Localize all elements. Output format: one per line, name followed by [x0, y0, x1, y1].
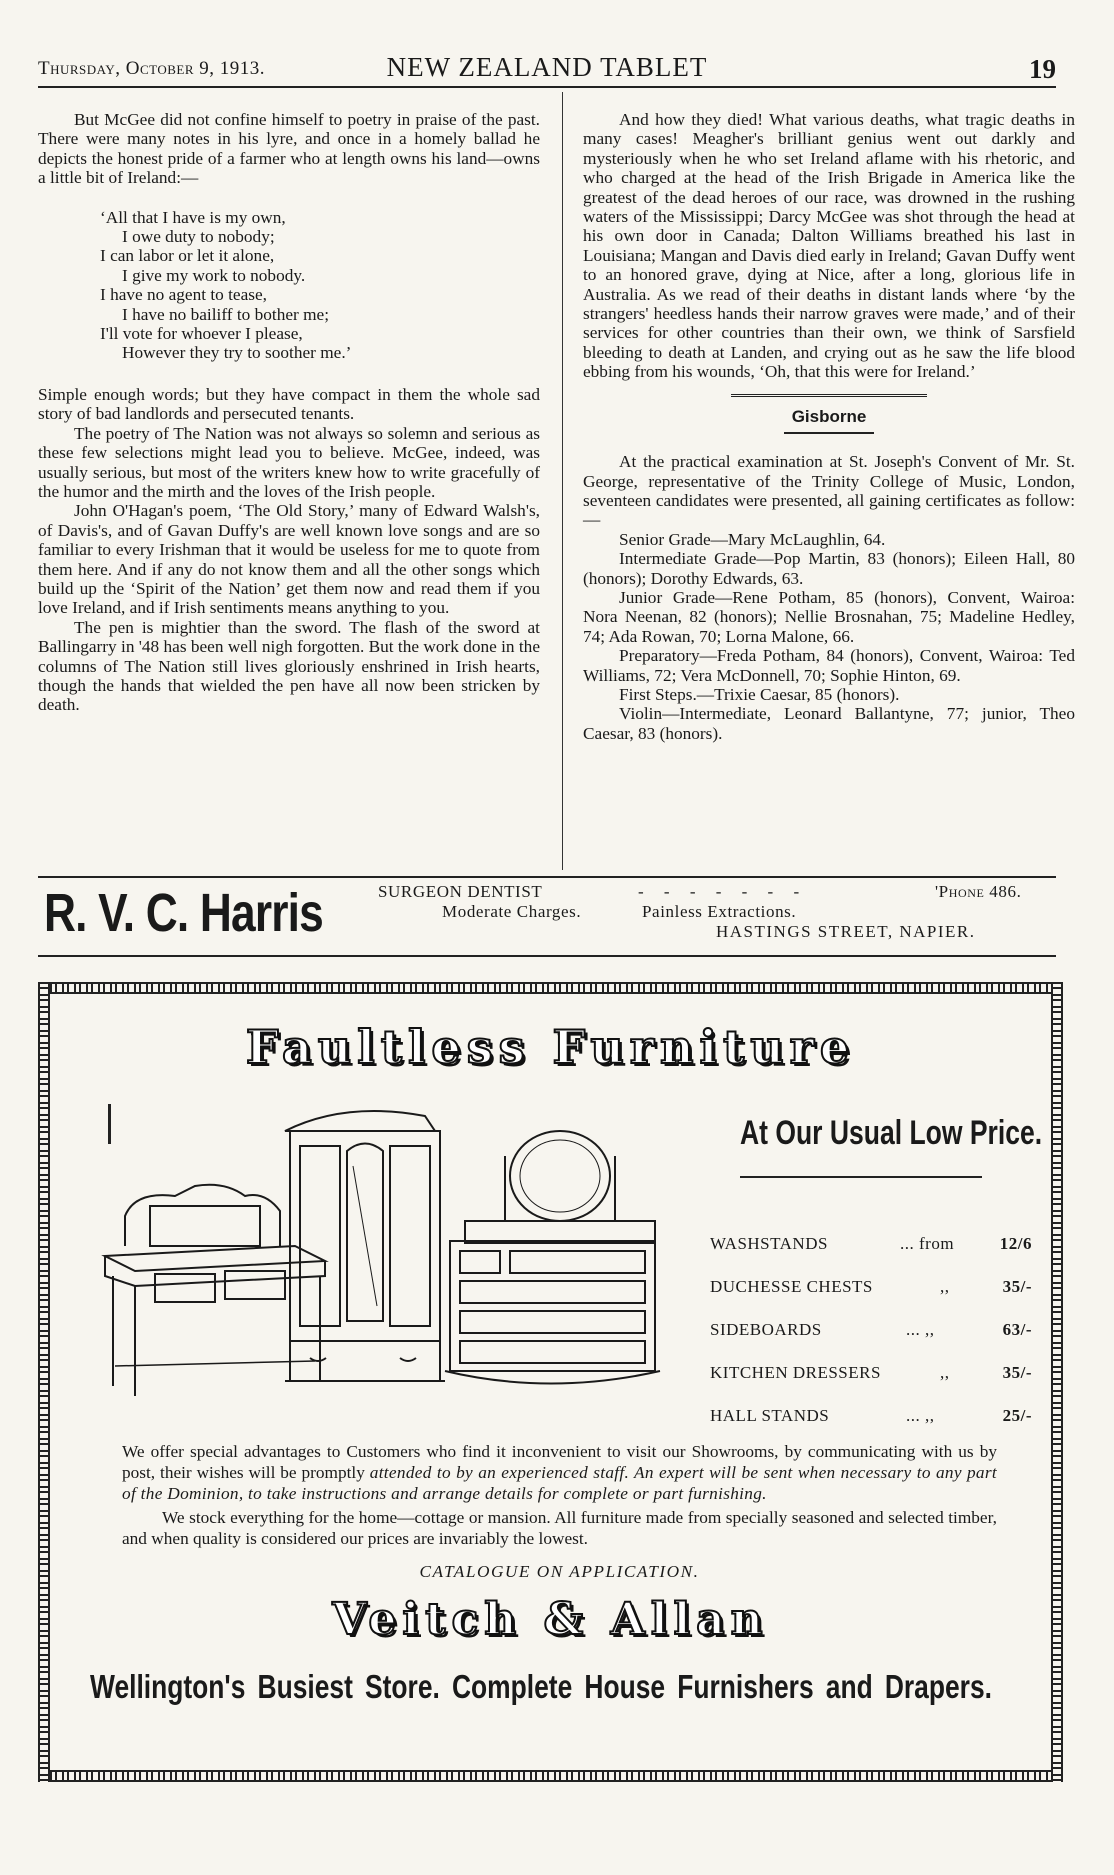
brand-name: Veitch & Allan	[332, 1594, 769, 1645]
paragraph: And how they died! What various deaths, what tragic deaths in many cases! Meagher's brilliant genius went out darkly and mysteriously when he who set Ireland aflame with his rhetoric, and who charged at the head of the Irish Brigade in America like the greatest of the dead heroes of our race, was drowned in the rushing waters of the Mississippi; Darcy McGee was shot through the head at his own door in Canada; Dalton Williams breathed his last in Louisiana; Mangan and Davis died early in Ireland; Gavan Duffy went to an honored grave, dying at Nice, after a long, glorious life in Australia. As we read of their deaths in distant lands where ‘by the strangers' heedless hands their narrow graves were made,’ and of their services for other countries than their own, we think of Sarsfield bleeding to death at Landen, and crying out as he saw the life blood ebbing from his wounds, ‘Oh, that this were for Ireland.’	[583, 110, 1075, 382]
poem-line: I give my work to nobody.	[122, 265, 306, 285]
item-price: 25/-	[1002, 1406, 1032, 1425]
result-line: First Steps.—Trixie Caesar, 85 (honors).	[619, 684, 900, 704]
ad-paragraph	[122, 1441, 997, 1504]
ornamental-border	[38, 982, 50, 1782]
result-line: Violin—Intermediate, Leonard Ballantyne, 77; junior, Theo Caesar, 83 (honors).	[583, 704, 1075, 743]
dentist-phone: 'Phone 486.	[935, 882, 1022, 901]
ad-rule	[38, 876, 1056, 878]
poem-line: ‘All that I have is my own,	[100, 207, 286, 227]
exam-intro: At the practical examination at St. Joseph's Convent of Mr. St. George, representative of the Trinity College of Music, London, seventeen candidates were presented, all gaining certificates as follow:—	[583, 452, 1075, 530]
item-price: 35/-	[1002, 1363, 1032, 1382]
page-header	[38, 52, 1056, 88]
paragraph: Simple enough words; but they have compact in them the whole sad story of bad landlords and persecuted tenants.	[38, 384, 540, 424]
ad-text-italic: attended to by an experienced staff. An expert will be sent when necessary to any part of the Dominion, to take instructions and arrange details for complete or part furnishing.	[122, 1463, 997, 1503]
item-connector: ... ,,	[906, 1406, 935, 1425]
ad-subheadline: At Our Usual Low Price.	[740, 1114, 1043, 1152]
item-price: 35/-	[1002, 1277, 1032, 1296]
ad-rule	[38, 955, 1056, 957]
item-name: WASHSTANDS	[710, 1234, 828, 1253]
section-rule	[731, 394, 927, 397]
section-title: Gisborne	[791, 406, 867, 426]
catalogue-note: CATALOGUE ON APPLICATION.	[419, 1562, 700, 1581]
furniture-ad	[38, 982, 1063, 1782]
poem-line: I have no agent to tease,	[100, 285, 267, 305]
wardrobe-illustration	[285, 1111, 445, 1381]
item-connector: ,,	[940, 1363, 950, 1382]
intro-paragraph: But McGee did not confine himself to poetry in praise of the past. There were many notes in his lyre, and once in a homely ballad he depicts the honest pride of a farmer who at length owns his land—owns a little bit of Ireland:—	[38, 110, 540, 188]
right-column	[583, 110, 1075, 743]
poem-line: However they try to soother me.’	[122, 343, 352, 363]
dentist-profession: SURGEON DENTIST	[378, 882, 543, 901]
paper-title: NEW ZEALAND TABLET	[386, 52, 708, 82]
item-connector: ... ,,	[906, 1320, 935, 1339]
ornamental-border	[38, 1770, 1063, 1782]
brand-tagline: Wellington's Busiest Store. Complete House Furnishers and Drapers.	[90, 1668, 992, 1705]
item-price: 12/6	[999, 1234, 1032, 1253]
issue-date: Thursday, October 9, 1913.	[38, 58, 266, 79]
result-line: Junior Grade—Rene Potham, 85 (honors), Convent, Wairoa: Nora Neenan, 82 (honors); Nellie Brosnahan, 75; Madeline Hedley, 74; Ada Rowan, 70; Lorna Malone, 66.	[583, 587, 1075, 646]
paragraph: The poetry of The Nation was not always so solemn and serious as these few selections might lead you to believe. McGee, indeed, was usually serious, but most of the writers knew how to write gracefully of the humor and the mirth and the loves of the Irish people.	[38, 423, 540, 501]
dentist-charges: Moderate Charges.	[442, 902, 582, 921]
ornamental-border	[38, 982, 1063, 994]
ad-body	[122, 1441, 997, 1582]
page-number: 19	[1029, 54, 1056, 84]
dentist-ad	[38, 882, 1056, 952]
item-name: SIDEBOARDS	[710, 1320, 822, 1339]
column-divider	[562, 92, 563, 870]
result-line: Preparatory—Freda Potham, 84 (honors), Convent, Wairoa: Ted Williams, 72; Vera McDonnell, 70; Sophie Hinton, 69.	[583, 646, 1075, 685]
washstand-illustration	[105, 1185, 325, 1396]
subheadline-rule	[740, 1176, 982, 1178]
item-name: KITCHEN DRESSERS	[710, 1363, 881, 1382]
poem	[100, 208, 540, 363]
price-row	[710, 1363, 1032, 1406]
dentist-extractions: Painless Extractions.	[642, 902, 797, 921]
item-name: DUCHESSE CHESTS	[710, 1277, 873, 1296]
price-row	[710, 1320, 1032, 1363]
poem-line: I owe duty to nobody;	[122, 227, 275, 247]
price-list	[710, 1234, 1032, 1449]
dentist-address: HASTINGS STREET, NAPIER.	[716, 922, 976, 941]
duchesse-chest-illustration	[445, 1131, 660, 1384]
price-row	[710, 1277, 1032, 1320]
price-row	[710, 1234, 1032, 1277]
ad-headline: Faultless Furniture	[245, 1020, 856, 1074]
ornamental-border	[1051, 982, 1063, 1782]
section-rule	[784, 432, 874, 434]
left-column	[38, 110, 540, 715]
poem-line: I can labor or let it alone,	[100, 246, 275, 266]
item-name: HALL STANDS	[710, 1406, 830, 1425]
result-line: Senior Grade—Mary McLaughlin, 64.	[619, 529, 886, 549]
dashes: - - - - - - -	[638, 882, 808, 901]
ad-text: We offer special advantages to Customers who find it inconvenient to visit our Showrooms, by communicating with us by post, their wishes will be promptly	[122, 1442, 997, 1482]
item-connector: ... from	[900, 1234, 955, 1253]
poem-line: I have no bailiff to bother me;	[122, 304, 329, 324]
result-line: Intermediate Grade—Pop Martin, 83 (honors); Eileen Hall, 80 (honors); Dorothy Edwards, 63.	[583, 549, 1075, 588]
paragraph: John O'Hagan's poem, ‘The Old Story,’ many of Edward Walsh's, of Davis's, and of Gavan Duffy's are well known love songs and are so familiar to every Irishman that it would be useless for me to quote from them here. And if any do not know them and all the other songs which build up the ‘Spirit of the Nation’ get them now and read them if you love Ireland, and if Irish sentiments means anything to you.	[38, 501, 540, 618]
poem-line: I'll vote for whoever I please,	[100, 324, 303, 344]
item-connector: ,,	[940, 1277, 950, 1296]
item-price: 63/-	[1002, 1320, 1032, 1339]
dentist-name: R. V. C. Harris	[44, 883, 323, 943]
ad-paragraph: We stock everything for the home—cottage or mansion. All furniture made from specially seasoned and selected timber, and when quality is considered our prices are invariably the lowest.	[122, 1508, 997, 1548]
furniture-illustration	[95, 1096, 680, 1416]
paragraph: The pen is mightier than the sword. The flash of the sword at Ballingarry in '48 has been well nigh forgotten. But the work done in the columns of The Nation still lives gloriously enshrined in Irish hearts, though the hands that wielded the pen have all now been stricken by death.	[38, 617, 540, 715]
